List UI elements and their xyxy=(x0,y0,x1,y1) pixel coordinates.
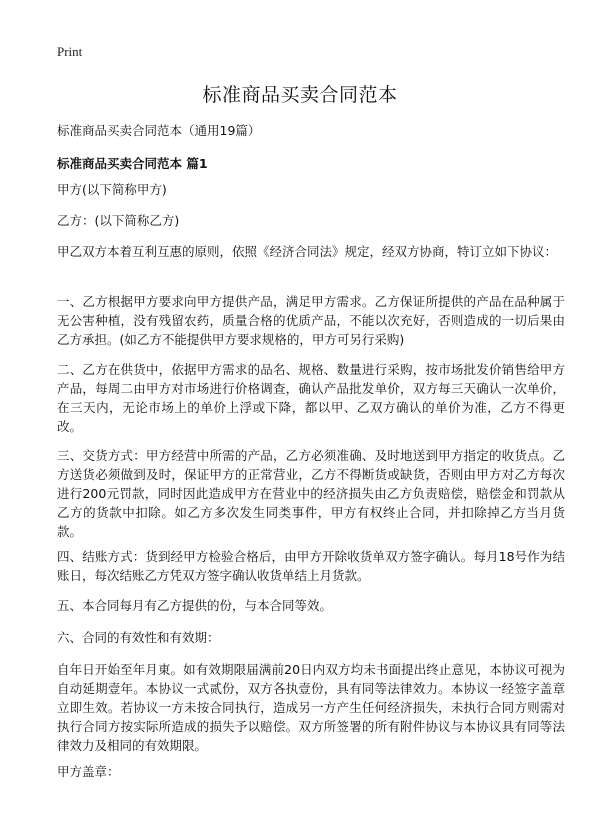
validity-paragraph: 自年日开始至年月東。如有效期限届满前20日内双方均未书面提出终止意见，本协议可视为自动延期壹年。本协议一式贰份，双方各执壹份，具有同等法律效力。本协议一经签字盖章立即生效。若协议一方未按合同执行，造成另一方产生任何经济损失，未执行合同方则需对执行合同方按实际所造成的损失予以赔偿。双方所签署的所有附件协议与本协议具有同等法律效力及相同的有效期限。 xyxy=(57,662,565,753)
party-a-seal-line: 甲方盖章： xyxy=(57,764,120,779)
clause-6-paragraph: 六、合同的有效性和有效期： xyxy=(57,630,220,645)
section-heading: 标准商品买卖合同范本 篇1 xyxy=(57,156,208,171)
clause-3-paragraph: 三、交货方式：甲方经营中所需的产品，乙方必须准确、及时地送到甲方指定的收货点。乙方送货必须做到及时，保证甲方的正常营业，乙方不得断货或缺货，否则由甲方对乙方每次进行200元罚款，同时因此造成甲方在营业中的经济损失由乙方负责赔偿，赔偿金和罚款从乙方的货款中扣除。如乙方多次发生同类事件，甲方有权终止合同，并扣除掉乙方当月货款。 xyxy=(57,448,565,539)
clause-1-paragraph: 一、乙方根据甲方要求向甲方提供产品，满足甲方需求。乙方保证所提供的产品在品种属于无公害种植，没有残留农药，质量合格的优质产品，不能以次充好，否则造成的一切后果由乙方承担。(如乙方不能提供甲方要求规格的，甲方可另行采购) xyxy=(57,294,565,347)
party-a-line: 甲方(以下简称甲方) xyxy=(57,182,167,197)
document-title: 标准商品买卖合同范本 xyxy=(202,84,398,106)
print-link[interactable]: Print xyxy=(57,44,83,59)
clause-4-paragraph: 四、结账方式：货到经甲方检验合格后，由甲方开除收货单双方签字确认。每月18号作为结账日，每次结账乙方凭双方签字确认收货单结上月货款。 xyxy=(57,549,565,583)
clause-5-paragraph: 五、本合同每月有乙方提供的份，与本合同等效。 xyxy=(57,598,333,613)
document-subtitle: 标准商品买卖合同范本（通用19篇） xyxy=(57,123,261,138)
intro-paragraph: 甲乙双方本着互利互惠的原则，依照《经济合同法》规定，经双方协商，特订立如下协议： xyxy=(57,244,558,259)
clause-2-paragraph: 二、乙方在供货中，依据甲方需求的品名、规格、数量进行采购，按市场批发价销售给甲方产品，每周二由甲方对市场进行价格调查，确认产品批发单价，双方每三天确认一次单价，在三天内，无论市场上的单价上浮或下降，都以甲、乙双方确认的单价为准，乙方不得更改。 xyxy=(57,362,565,434)
party-b-line: 乙方：(以下简称乙方) xyxy=(57,213,180,228)
